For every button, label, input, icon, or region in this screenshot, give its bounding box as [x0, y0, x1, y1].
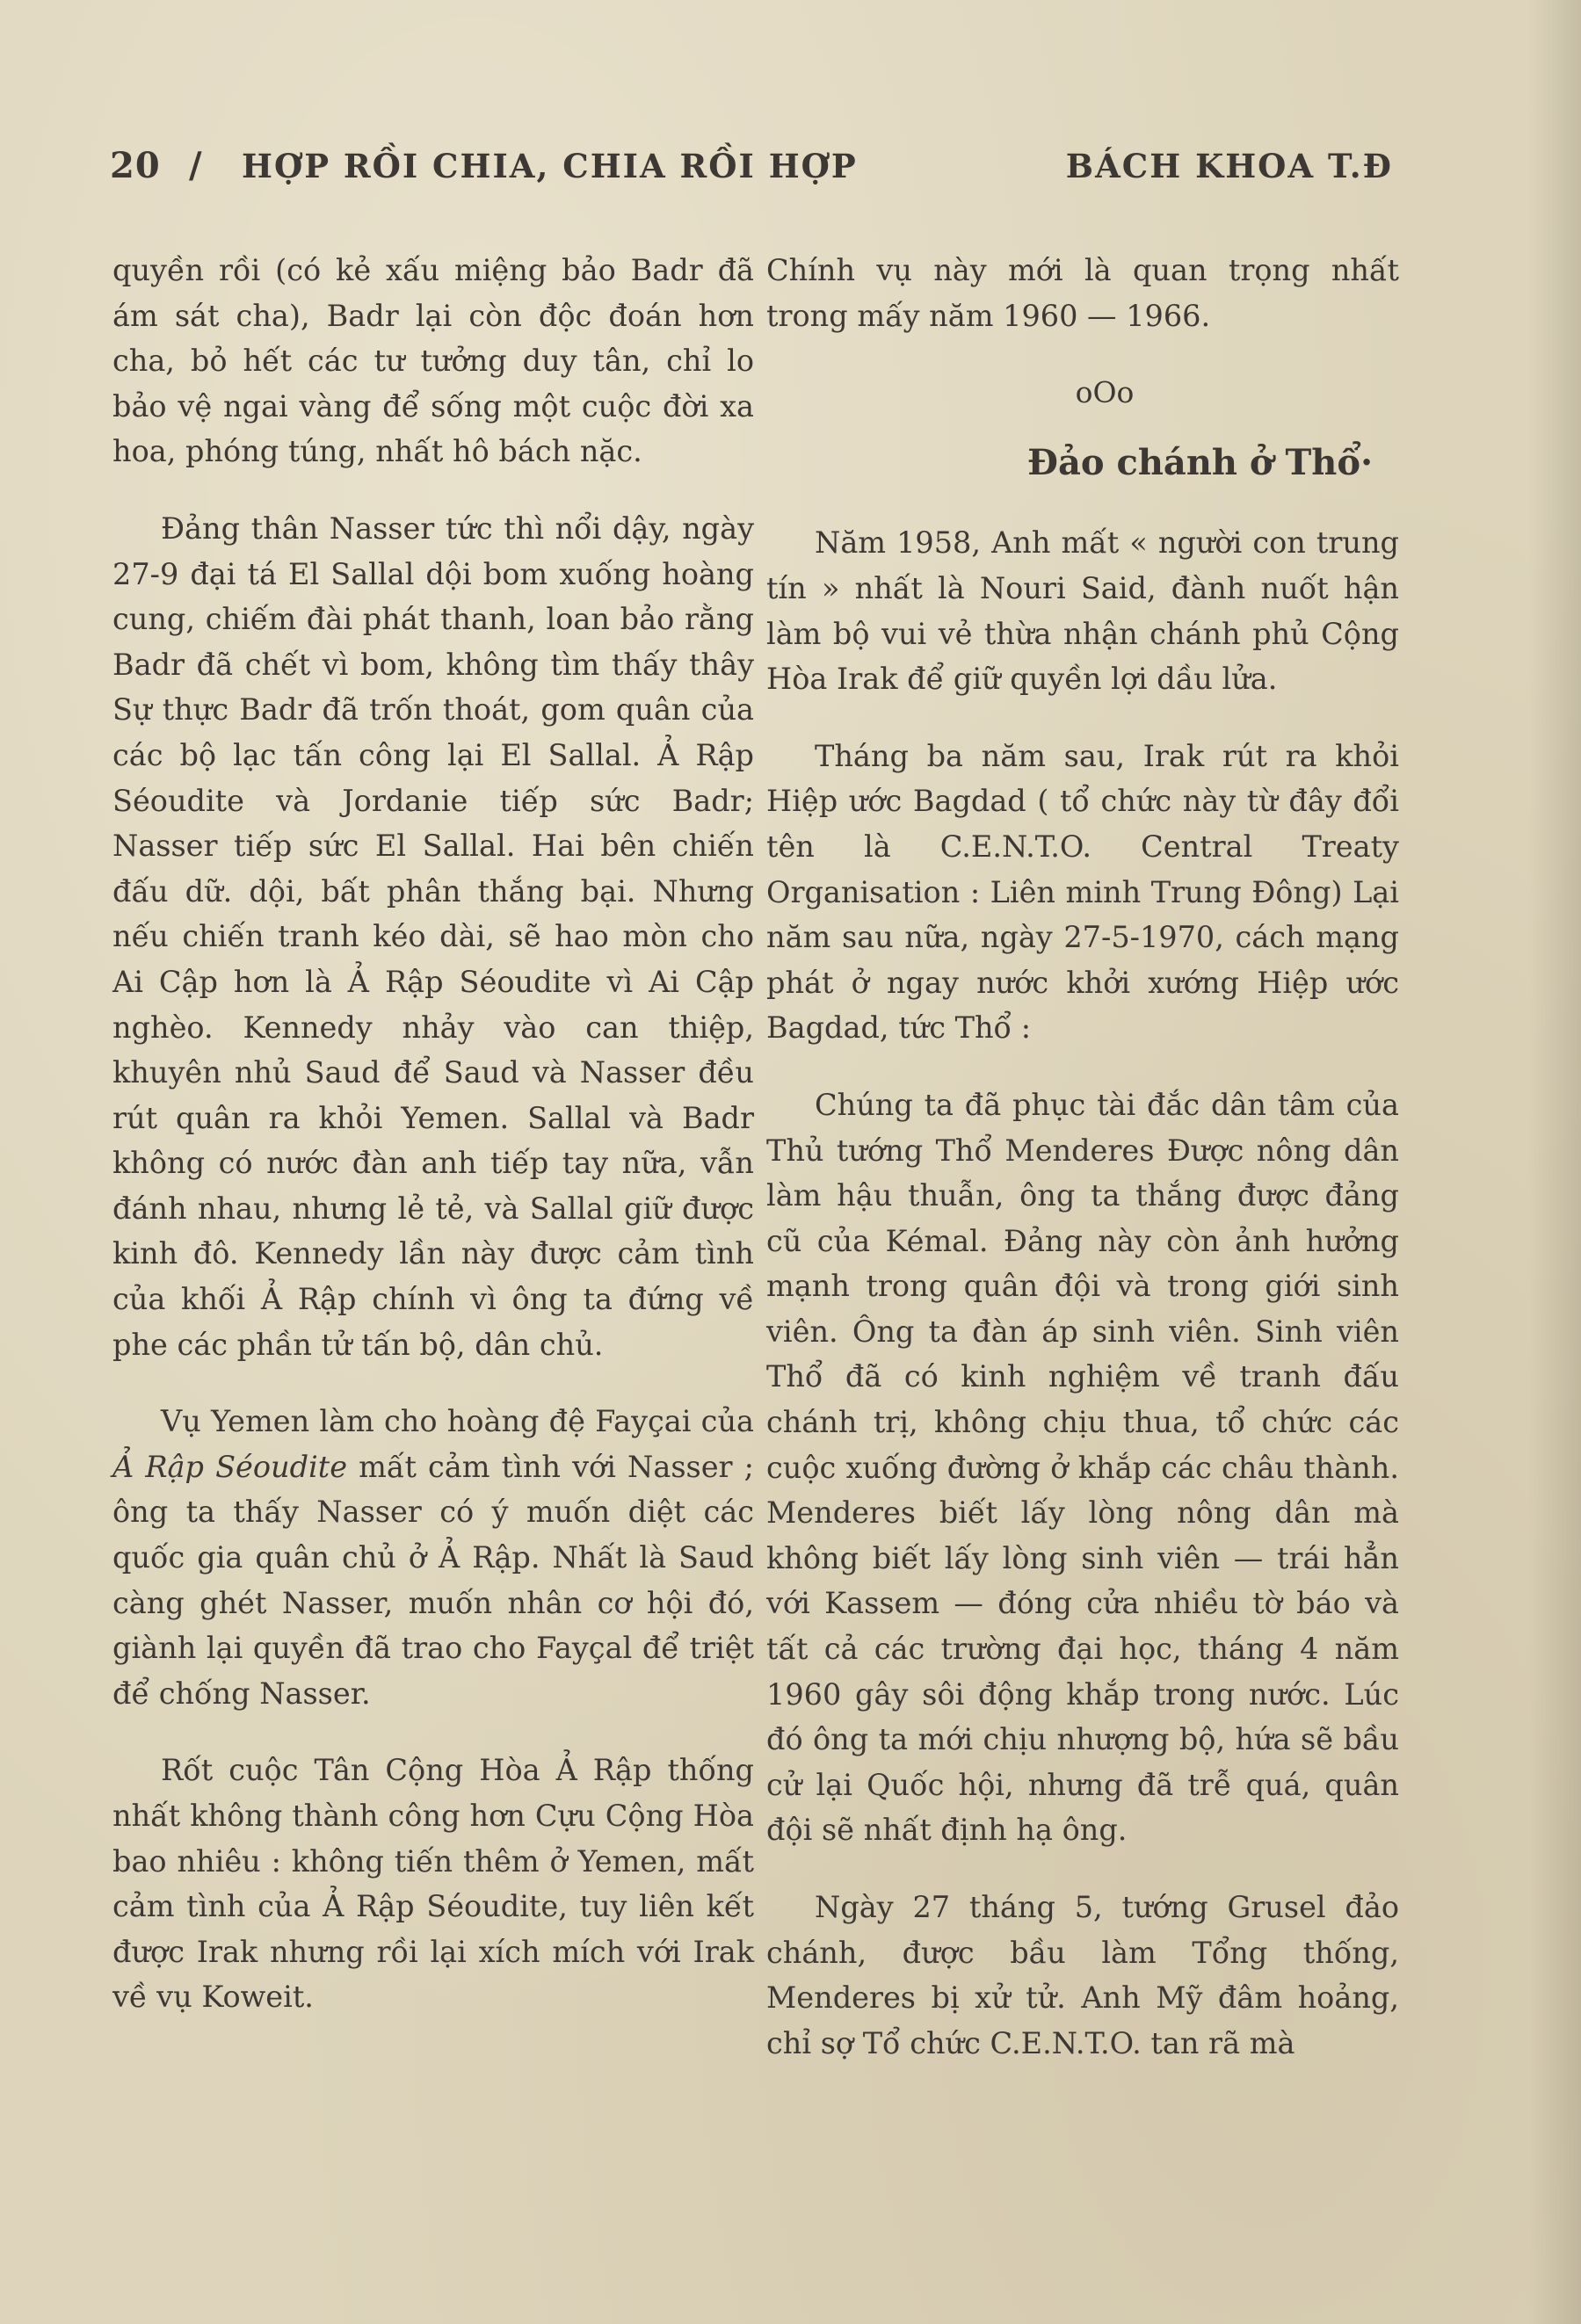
paragraph: Ngày 27 tháng 5, tướng Grusel đảo chánh, được bầu làm Tổng thống, Menderes bị xử tử. Anh Mỹ đâm hoảng, chỉ sợ Tổ chức C.E.N.T.O. tan rã mà — [766, 1890, 1399, 2060]
paragraph: quyền rồi (có kẻ xấu miệng bảo Badr đã ám sát cha), Badr lại còn độc đoán hơn cha, bỏ hết các tư tưởng duy tân, chỉ lo bảo vệ ngai vàng để sống một cuộc đời xa hoa, phóng túng, nhất hô bách nặc. — [112, 253, 754, 469]
page-number: 20 — [110, 145, 161, 186]
paragraph: Chính vụ này mới là quan trọng nhất trong mấy năm 1960 — 1966. — [766, 253, 1399, 333]
paragraph: Năm 1958, Anh mất « người con trung tín » nhất là Nouri Said, đành nuốt hận làm bộ vui vẻ thừa nhận chánh phủ Cộng Hòa Irak để giữ quyền lợi dầu lửa. — [766, 525, 1399, 697]
paragraph: Tháng ba năm sau, Irak rút ra khỏi Hiệp ước Bagdad ( tổ chức này từ đây đổi tên là C.E.N.T.O. Central Treaty Organisation : Liên minh Trung Đông) Lại năm sau nữa, ngày 27-5-1970, cách mạng phát ở ngay nước khởi xướng Hiệp ước Bagdad, tức Thổ : — [766, 738, 1399, 1046]
left-column — [112, 248, 754, 2052]
paragraph-text: Vụ Yemen làm cho hoàng đệ Fayçai của — [161, 1404, 754, 1439]
magazine-name: BÁCH KHOA T.Đ — [1065, 147, 1393, 185]
right-column — [766, 248, 1399, 2097]
page-edge-shadow — [1528, 0, 1581, 2324]
paragraph: Đảng thân Nasser tức thì nổi dậy, ngày 27-9 đại tá El Sallal dội bom xuống hoàng cung, chiếm đài phát thanh, loan bảo rằng Badr đã chết vì bom, không tìm thấy thây Sự thực Badr đã trốn thoát, gom quân của các bộ lạc tấn công lại El Sallal. Ả Rập Séoudite và Jordanie tiếp sức Badr; Nasser tiếp sức El Sallal. Hai bên chiến đấu dữ. dội, bất phân thắng bại. Nhưng nếu chiến tranh kéo dài, sẽ hao mòn cho Ai Cập hơn là Ả Rập Séoudite vì Ai Cập nghèo. Kennedy nhảy vào can thiệp, khuyên nhủ Saud để Saud và Nasser đều rút quân ra khỏi Yemen. Sallal và Badr không có nước đàn anh tiếp tay nữa, vẫn đánh nhau, nhưng lẻ tẻ, và Sallal giữ được kinh đô. Kennedy lần này được cảm tình của khối Ả Rập chính vì ông ta đứng về phe các phần tử tấn bộ, dân chủ. — [112, 510, 754, 1362]
paragraph: Rốt cuộc Tân Cộng Hòa Ả Rập thống nhất không thành công hơn Cựu Cộng Hòa bao nhiêu : không tiến thêm ở Yemen, mất cảm tình của Ả Rập Séoudite, tuy liên kết được Irak nhưng rồi lại xích mích với Irak về vụ Koweit. — [112, 1753, 754, 2015]
paragraph: Chúng ta đã phục tài đắc dân tâm của Thủ tướng Thổ Menderes Được nông dân làm hậu thuẫn, ông ta thắng được đảng cũ của Kémal. Đảng này còn ảnh hưởng mạnh trong quân đội và trong giới sinh viên. Ông ta đàn áp sinh viên. Sinh viên Thổ đã có kinh nghiệm về tranh đấu chánh trị, không chịu thua, tổ chức các cuộc xuống đường ở khắp các châu thành. Menderes biết lấy lòng nông dân mà không biết lấy lòng sinh viên — trái hẳn với Kassem — đóng cửa nhiều tờ báo và tất cả các trường đại học, tháng 4 năm 1960 gây sôi động khắp trong nước. Lúc đó ông ta mới chịu nhượng bộ, hứa sẽ bầu cử lại Quốc hội, nhưng đã trễ quá, quân đội sẽ nhất định hạ ông. — [766, 1087, 1399, 1848]
paragraph — [112, 1399, 754, 1716]
section-heading: Đảo chánh ở Thổ· — [1027, 441, 1373, 483]
header-separator: / — [189, 145, 202, 186]
running-header — [110, 145, 1393, 198]
paragraph-text: mất cảm tình với Nasser ; ông ta thấy Nasser có ý muốn diệt các quốc gia quân chủ ở Ả Rập. Nhất là Saud càng ghét Nasser, muốn nhân cơ hội đó, giành lại quyền đã trao cho Fayçal để triệt để chống Nasser. — [112, 1449, 754, 1711]
running-title: HỢP RỒI CHIA, CHIA RỒI HỢP — [242, 147, 858, 185]
section-separator: oOo — [1075, 375, 1135, 410]
italic-country-name: Ả Rập Séoudite — [112, 1449, 348, 1484]
